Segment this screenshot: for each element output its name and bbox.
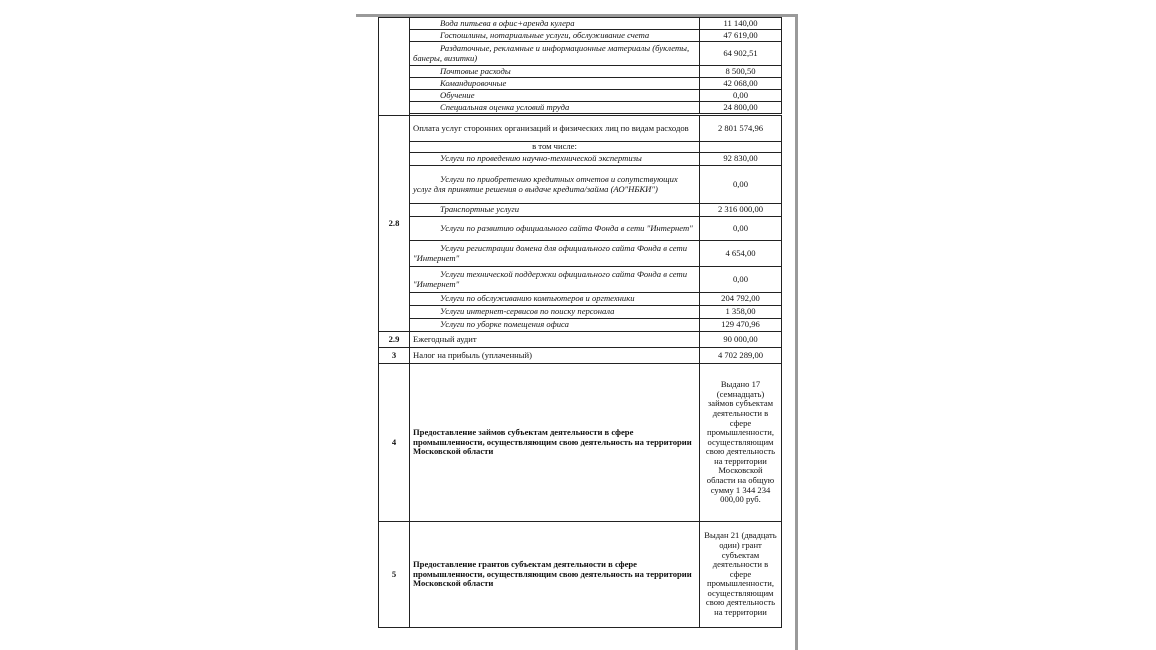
table-row	[379, 42, 782, 66]
section-number: 2.8	[379, 116, 410, 332]
row-label: Ежегодный аудит	[410, 332, 700, 348]
row-label: Транспортные услуги	[410, 204, 700, 217]
row-value: 4 654,00	[700, 241, 782, 267]
row-value: 2 316 000,00	[700, 204, 782, 217]
row-label: Услуги по проведению научно-технической экспертизы	[410, 153, 700, 166]
row-value: 204 792,00	[700, 293, 782, 306]
row-value: 0,00	[700, 166, 782, 204]
row-label: Вода питьева в офис+аренда кулера	[410, 18, 700, 30]
row-label: Налог на прибыль (уплаченный)	[410, 348, 700, 364]
table-row	[379, 241, 782, 267]
table-row	[379, 204, 782, 217]
row-value: 24 800,00	[700, 102, 782, 114]
row-number-cell	[379, 18, 410, 116]
row-label: Услуги регистрации домена для официального сайта Фонда в сети "Интернет"	[410, 241, 700, 267]
table-row	[379, 348, 782, 364]
row-value: 129 470,96	[700, 319, 782, 332]
table-row	[379, 66, 782, 78]
table-row	[379, 30, 782, 42]
table-row	[379, 78, 782, 90]
table-row	[379, 217, 782, 241]
row-number: 5	[379, 522, 410, 628]
row-label: Обучение	[410, 90, 700, 102]
row-label: Услуги интернет-сервисов по поиску персонала	[410, 306, 700, 319]
row-value: 11 140,00	[700, 18, 782, 30]
row-value: Выдан 21 (двадцать один) грант субъектам деятельности в сфере промышленности, осуществляющим свою деятельность на территории	[700, 522, 782, 628]
table-row	[379, 142, 782, 153]
row-label: Специальная оценка условий труда	[410, 102, 700, 114]
in-that-number-label: в том числе:	[410, 142, 700, 153]
row-label: Услуги по уборке помещения офиса	[410, 319, 700, 332]
row-value: 1 358,00	[700, 306, 782, 319]
table-row	[379, 306, 782, 319]
row-value: 47 619,00	[700, 30, 782, 42]
row-label: Почтовые расходы	[410, 66, 700, 78]
row-value	[700, 142, 782, 153]
row-value: 4 702 289,00	[700, 348, 782, 364]
table-row	[379, 102, 782, 114]
row-value: 42 068,00	[700, 78, 782, 90]
row-number: 2.9	[379, 332, 410, 348]
table-row	[379, 166, 782, 204]
row-value: 92 830,00	[700, 153, 782, 166]
table-row	[379, 332, 782, 348]
row-value: 64 902,51	[700, 42, 782, 66]
table-row	[379, 90, 782, 102]
row-number: 3	[379, 348, 410, 364]
row-label: Командировочные	[410, 78, 700, 90]
table-row	[379, 18, 782, 30]
row-value: 0,00	[700, 217, 782, 241]
page-right-border	[795, 14, 798, 650]
row-value: 8 500,50	[700, 66, 782, 78]
row-label: Услуги по развитию официального сайта Фонда в сети "Интернет"	[410, 217, 700, 241]
row-label: Услуги по обслуживанию компьютеров и оргтехники	[410, 293, 700, 306]
row-number: 4	[379, 364, 410, 522]
row-value: 0,00	[700, 267, 782, 293]
section-title: Оплата услуг сторонних организаций и физических лиц по видам расходов	[410, 116, 700, 142]
row-value: 90 000,00	[700, 332, 782, 348]
table-row	[379, 522, 782, 628]
table-row	[379, 364, 782, 522]
table-row	[379, 319, 782, 332]
table-row	[379, 153, 782, 166]
expense-report-table	[378, 17, 782, 628]
row-label: Предоставление грантов субъектам деятельности в сфере промышленности, осуществляющим свою деятельность на территории Московской области	[410, 522, 700, 628]
row-value: Выдано 17 (семнадцать) займов субъектам деятельности в сфере промышленности, осуществляющим свою деятельность на территории Московской области на общую сумму 1 344 234 000,00 руб.	[700, 364, 782, 522]
row-label: Услуги технической поддержки официального сайта Фонда в сети "Интернет"	[410, 267, 700, 293]
row-label: Раздаточные, рекламные и информационные материалы (буклеты, банеры, визитки)	[410, 42, 700, 66]
table-row	[379, 116, 782, 142]
row-label: Услуги по приобретению кредитных отчетов и сопутствующих услуг для принятие решения о выдаче кредита/займа (АО"НБКИ")	[410, 166, 700, 204]
row-label: Госпошлины, нотариальные услуги, обслуживание счета	[410, 30, 700, 42]
table-row	[379, 267, 782, 293]
section-total: 2 801 574,96	[700, 116, 782, 142]
row-label: Предоставление займов субъектам деятельности в сфере промышленности, осуществляющим свою деятельность на территории Московской области	[410, 364, 700, 522]
row-value: 0,00	[700, 90, 782, 102]
table-row	[379, 293, 782, 306]
